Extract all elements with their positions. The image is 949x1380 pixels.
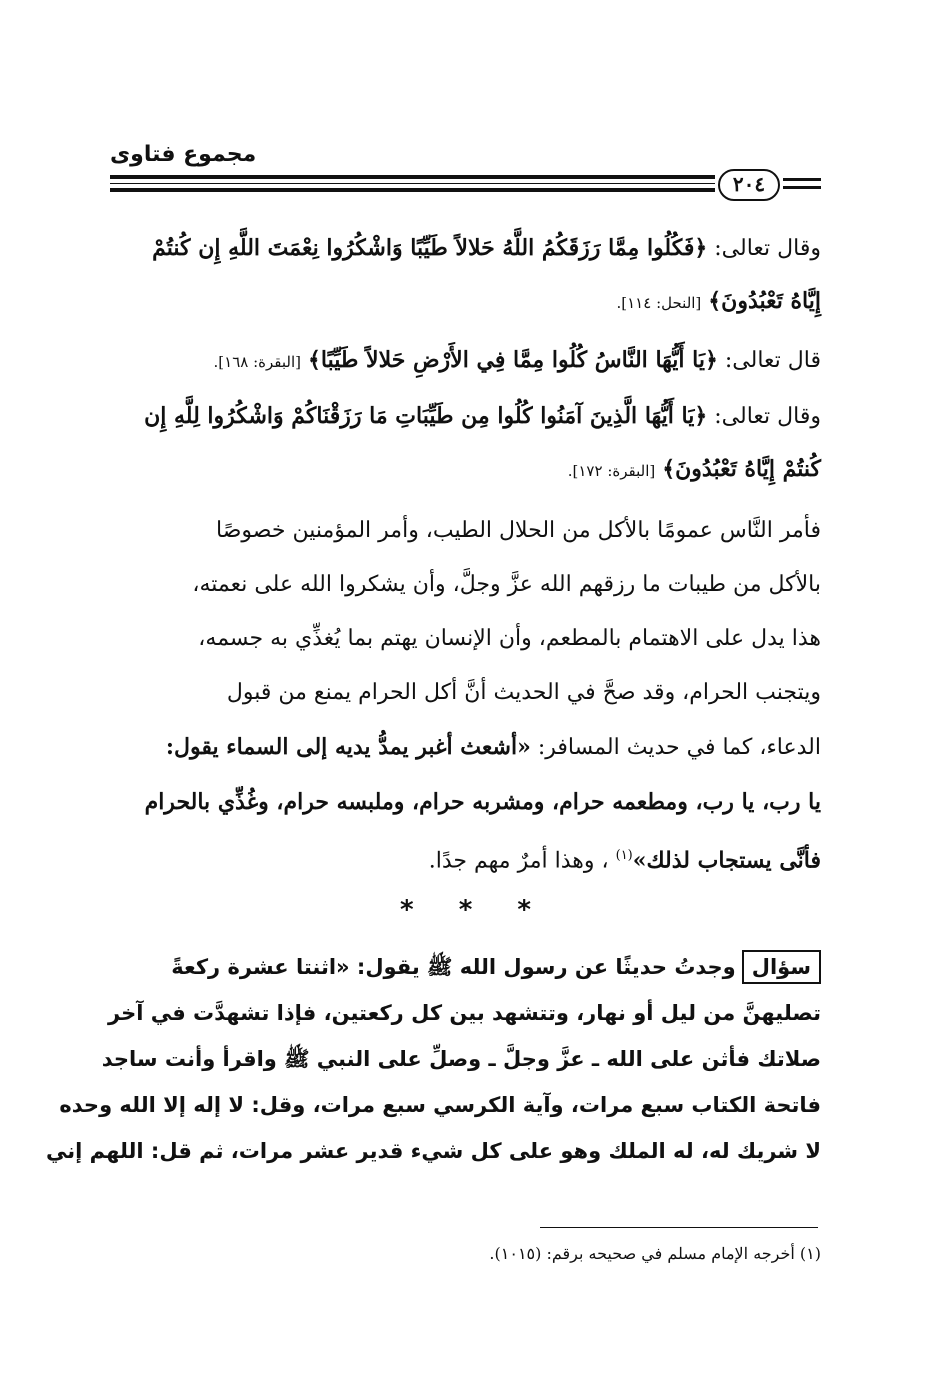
quran-verse: ﴿يَا أَيُّهَا النَّاسُ كُلُوا مِمَّا فِي الأَرْضِ حَلالاً طَيِّبًا﴾ <box>307 347 718 373</box>
question-text: صلاتك فأثن على الله ـ عزَّ وجلَّ ـ وصلِّ على النبي ﷺ واقرأ وأنت ساجد <box>101 1047 821 1071</box>
verse-reference: [البقرة: ١٦٨]. <box>213 353 301 371</box>
quran-verse: إِيَّاهُ تَعْبُدُونَ﴾ <box>708 288 821 314</box>
question-paragraph <box>45 944 821 1174</box>
text-line <box>121 275 821 329</box>
footnote-rule <box>540 1227 818 1228</box>
hadith-text: «أشعث أغبر يمدُّ يديه إلى السماء يقول: <box>165 734 531 760</box>
text-line <box>111 944 821 990</box>
section-separator: * * * <box>400 895 549 925</box>
text-fragment: ، وهذا أمرٌ مهم جدًا. <box>428 848 609 874</box>
quran-verse: ﴿يَا أَيُّهَا الَّذِينَ آمَنُوا كُلُوا مِن طَيِّبَاتِ مَا رَزَقْنَاكُمْ وَاشْكُرُوا لِلَّهِ إِن <box>144 403 708 429</box>
header-rule-right-bottom <box>783 186 821 189</box>
text-line: فأمر النَّاس عمومًا بالأكل من الحلال الطيب، وأمر المؤمنين خصوصًا <box>216 518 821 543</box>
header-rule-mid <box>110 183 715 184</box>
page-number: ٢٠٤ <box>732 172 766 196</box>
quran-verse: كُنتُمْ إِيَّاهُ تَعْبُدُونَ﴾ <box>662 456 821 482</box>
text-line <box>121 222 821 275</box>
text-line <box>121 390 821 443</box>
text-line <box>121 720 821 775</box>
verse-paragraph-2 <box>121 334 821 388</box>
book-title: مجموع فتاوى <box>110 142 257 167</box>
page-number-badge <box>718 169 780 201</box>
verse-intro: وقال تعالى: <box>707 236 821 261</box>
quran-verse: ﴿فَكُلُوا مِمَّا رَزَقَكُمُ اللَّهُ حَلالاً طَيِّبًا وَاشْكُرُوا نِعْمَتَ اللَّهِ إِن كُنتُمْ <box>152 235 708 261</box>
header-rule-bottom <box>110 188 715 192</box>
text-line: بالأكل من طيبات ما رزقهم الله عزَّ وجلَّ، وأن يشكروا الله على نعمته، <box>192 572 821 597</box>
text-line <box>121 443 821 497</box>
commentary-paragraph <box>121 504 821 888</box>
question-text: تصليهنَّ من ليل أو نهار، وتتشهد بين كل ركعتين، فإذا تشهدَّت في آخر <box>108 1001 821 1025</box>
verse-intro: وقال تعالى: <box>707 404 821 429</box>
text-line <box>121 829 821 888</box>
verse-paragraph-3 <box>121 390 821 497</box>
header-rule-top <box>110 175 715 179</box>
text-line: هذا يدل على الاهتمام بالمطعم، وأن الإنسان يهتم بما يُغذِّي به جسمه، <box>198 626 821 651</box>
hadith-text: يا رب، يا رب، ومطعمه حرام، ومشربه حرام، وملبسه حرام، وغُذِّي بالحرام <box>144 789 821 815</box>
question-text: لا شريك له، له الملك وهو على كل شيء قدير عشر مرات، ثم قل: اللهم إني <box>45 1139 821 1163</box>
verse-reference: [النحل: ١١٤]. <box>616 294 702 312</box>
verse-intro: قال تعالى: <box>717 348 821 373</box>
header-rule-right-top <box>783 178 821 181</box>
question-text: فاتحة الكتاب سبع مرات، وآية الكرسي سبع مرات، وقل: لا إله إلا الله وحده <box>59 1093 821 1117</box>
verse-paragraph-1 <box>121 222 821 329</box>
hadith-text: فأنَّى يستجاب لذلك» <box>632 847 821 874</box>
hadith-intro: الدعاء، كما في حديث المسافر: <box>530 735 821 760</box>
text-line <box>121 334 821 388</box>
question-text: وجدتُ حديثًا عن رسول الله ﷺ يقول: «اثنتا عشرة ركعةً <box>171 955 736 979</box>
footnote: (١) أخرجه الإمام مسلم في صحيحه برقم: (١٠١٥). <box>489 1244 821 1263</box>
text-line: ويتجنب الحرام، وقد صحَّ في الحديث أنَّ أكل الحرام يمنع من قبول <box>226 680 821 705</box>
verse-reference: [البقرة: ١٧٢]. <box>567 462 656 480</box>
question-label: سؤال <box>742 950 821 984</box>
footnote-marker: (١) <box>615 848 633 863</box>
